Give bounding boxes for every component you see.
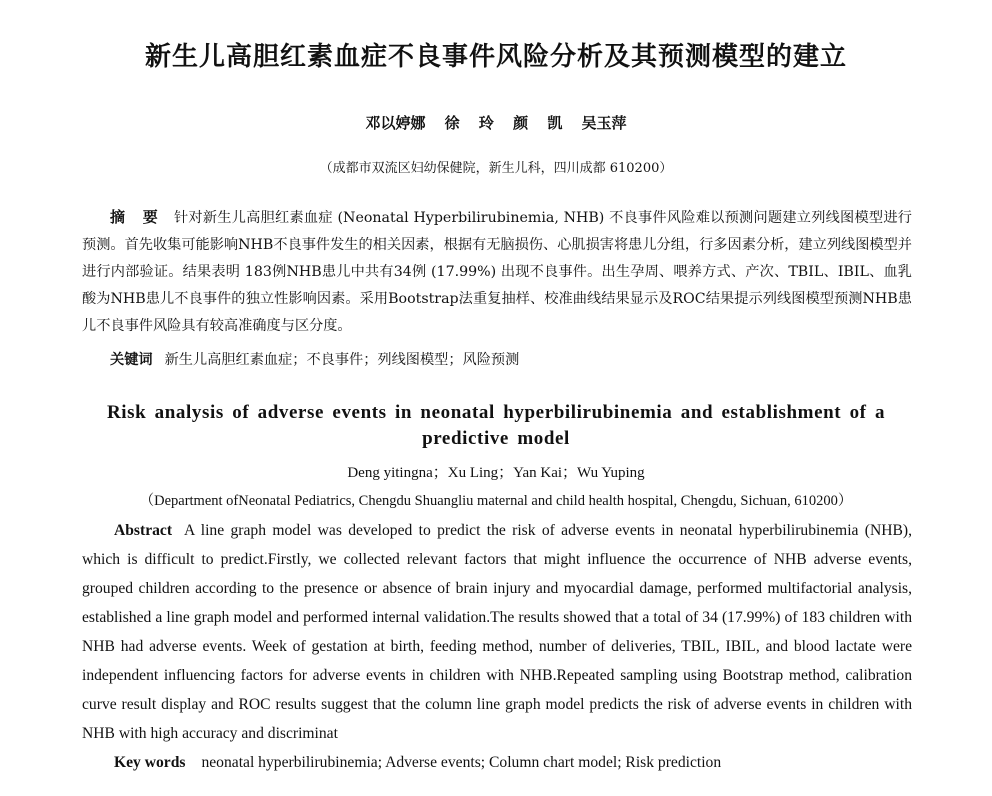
chinese-abstract-label: 摘 要 [110,208,164,226]
english-abstract-text: A line graph model was developed to predict the risk of adverse events in neonatal hyperbilirubinemia (NHB), which is difficult to predict.Firstly, we collected relevant factors that might influence the occurrence of NHB adverse events, grouped children according to the presence or absence of brain injury and myocardial damage, performed multifactorial analysis, established a line graph model and performed internal validation.The results showed that a total of 34 (17.99%) of 183 children with NHB had adverse events. Week of gestation at birth, feeding method, number of deliveries, TBIL, IBIL, and blood lactate were independent influencing factors for adverse events in children with NHB.Repeated sampling using Bootstrap method, calibration curve result display and ROC results suggest that the column line graph model predicts the risk of adverse events in children with NHB with high accuracy and discriminat [82,522,912,742]
chinese-affiliation: （成都市双流区妇幼保健院，新生儿科，四川成都 610200） [319,161,673,176]
chinese-keywords [110,347,910,374]
english-keywords [114,748,914,777]
chinese-authors: 邓以婷娜 徐 玲 颜 凯 吴玉萍 [365,114,627,132]
english-abstract [82,516,912,748]
english-abstract-label: Abstract [114,522,173,539]
chinese-abstract [82,204,912,340]
english-keywords-label: Key words [114,754,186,771]
chinese-keywords-text: 新生儿高胆红素血症；不良事件；列线图模型；风险预测 [164,352,520,368]
english-authors: Deng yitingna；Xu Ling；Yan Kai；Wu Yuping [347,465,645,481]
chinese-title: 新生儿高胆红素血症不良事件风险分析及其预测模型的建立 [144,42,847,72]
chinese-keywords-label: 关键词 [110,352,153,368]
english-keywords-text: neonatal hyperbilirubinemia; Adverse events; Column chart model; Risk prediction [201,754,722,771]
english-affiliation: （Department ofNeonatal Pediatrics, Chengdu Shuangliu maternal and child health hospital, Chengdu, Sichuan, 610200） [139,493,853,509]
chinese-abstract-text: 针对新生儿高胆红素血症 (Neonatal Hyperbilirubinemia, NHB) 不良事件风险难以预测问题建立列线图模型进行预测。首先收集可能影响NHB不良事件发生的相关因素，根据有无脑损伤、心肌损害将患儿分组，行多因素分析，建立列线图模型并进行内部验证。结果表明 183例NHB患儿中共有34例 (17.99%) 出现不良事件。出生孕周、喂养方式、产次、TBIL、IBIL、血乳酸为NHB患儿不良事件的独立性影响因素。采用Bootstrap法重复抽样、校准曲线结果显示及ROC结果提示列线图模型预测NHB患儿不良事件风险具有较高准确度与区分度。 [82,210,912,334]
english-title: Risk analysis of adverse events in neonatal hyperbilirubinemia and establishment of a predictive model [106,402,886,449]
